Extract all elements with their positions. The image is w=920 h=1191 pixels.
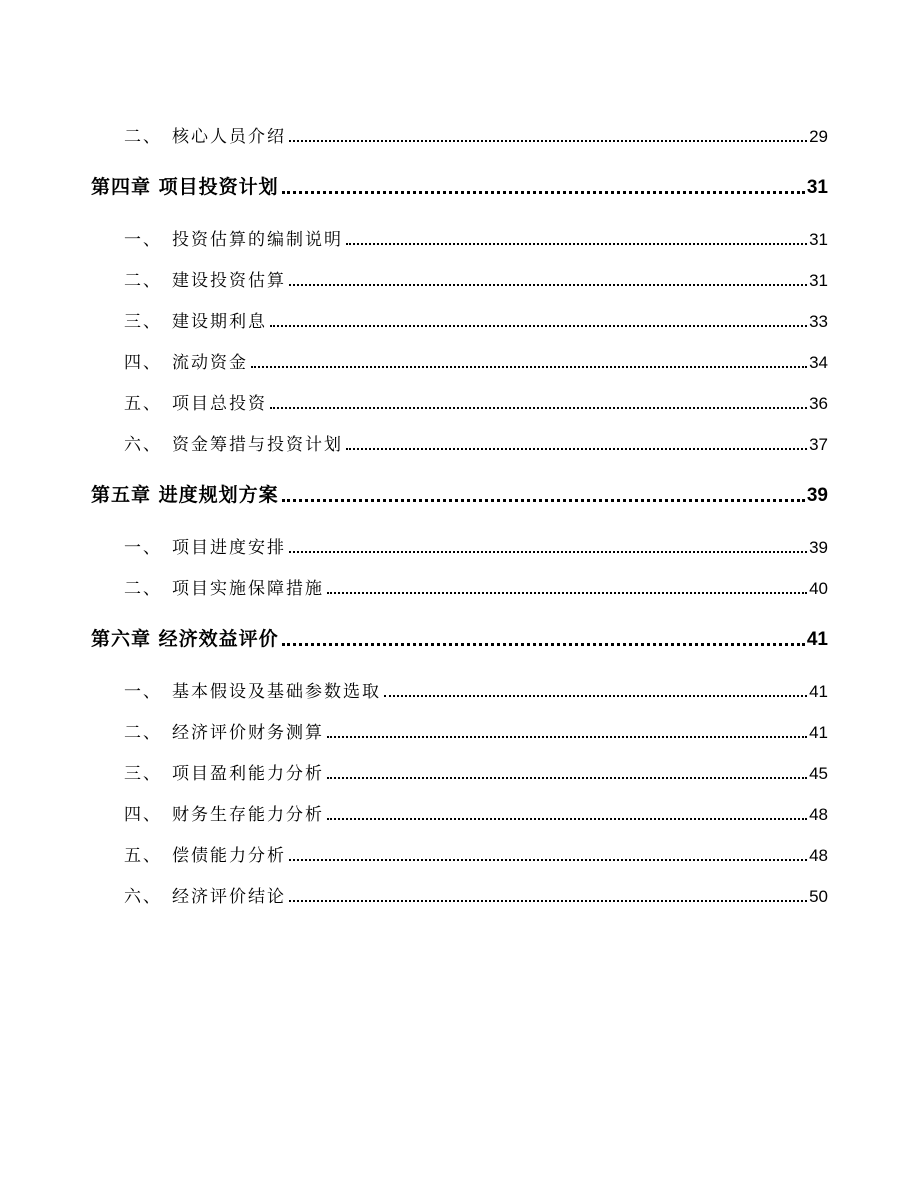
entry-number: 一、: [124, 538, 162, 558]
dot-leader: [282, 499, 805, 502]
dot-leader: [346, 448, 807, 450]
entry-number: 二、: [124, 579, 162, 599]
toc-entry[interactable]: [124, 882, 828, 907]
entry-number: 四、: [124, 805, 162, 825]
dot-leader: [289, 859, 807, 861]
entry-title: 项目盈利能力分析: [172, 764, 324, 784]
dot-leader: [327, 592, 807, 594]
dot-leader: [282, 191, 805, 194]
dot-leader: [270, 407, 807, 409]
toc-chapter-entry[interactable]: [91, 172, 828, 199]
dot-leader: [289, 900, 807, 902]
entry-title: 核心人员介绍: [172, 127, 286, 147]
page-number: 39: [806, 485, 828, 506]
toc-entry[interactable]: [124, 307, 828, 332]
dot-leader: [282, 643, 805, 646]
toc-entry[interactable]: [124, 841, 828, 866]
toc-entry[interactable]: [124, 800, 828, 825]
entry-title: 项目进度安排: [172, 538, 286, 558]
dot-leader: [289, 551, 807, 553]
chapter-title: 第六章 经济效益评价: [91, 628, 279, 650]
toc-entry[interactable]: [124, 225, 828, 250]
page-number: 40: [809, 579, 828, 598]
toc-entry[interactable]: [124, 574, 828, 599]
toc-entry[interactable]: [124, 677, 828, 702]
entry-number: 五、: [124, 394, 162, 414]
dot-leader: [327, 736, 807, 738]
toc-entry[interactable]: [124, 718, 828, 743]
entry-number: 二、: [124, 723, 162, 743]
toc-entry[interactable]: [124, 533, 828, 558]
entry-title: 基本假设及基础参数选取: [172, 682, 381, 702]
page-number: 45: [809, 764, 828, 783]
entry-title: 偿债能力分析: [172, 846, 286, 866]
entry-title: 建设期利息: [172, 312, 267, 332]
toc-entry[interactable]: [124, 430, 828, 455]
page-number: 37: [809, 435, 828, 454]
entry-number: 一、: [124, 230, 162, 250]
chapter-title: 第四章 项目投资计划: [91, 176, 279, 198]
page-number: 31: [809, 271, 828, 290]
toc-entry[interactable]: [124, 389, 828, 414]
entry-number: 三、: [124, 312, 162, 332]
entry-number: 一、: [124, 682, 162, 702]
page-number: 29: [809, 127, 828, 146]
page-number: 41: [809, 682, 828, 701]
dot-leader: [327, 777, 807, 779]
entry-number: 三、: [124, 764, 162, 784]
entry-number: 二、: [124, 271, 162, 291]
page-number: 48: [809, 805, 828, 824]
entry-number: 六、: [124, 435, 162, 455]
entry-title: 财务生存能力分析: [172, 805, 324, 825]
page-number: 31: [806, 177, 828, 198]
page-number: 41: [806, 629, 828, 650]
dot-leader: [384, 695, 807, 697]
entry-number: 二、: [124, 127, 162, 147]
page-number: 41: [809, 723, 828, 742]
entry-title: 经济评价财务测算: [172, 723, 324, 743]
entry-number: 四、: [124, 353, 162, 373]
toc-entry[interactable]: [124, 266, 828, 291]
dot-leader: [327, 818, 807, 820]
page-number: 39: [809, 538, 828, 557]
entry-number: 五、: [124, 846, 162, 866]
entry-number: 六、: [124, 887, 162, 907]
entry-title: 项目实施保障措施: [172, 579, 324, 599]
entry-title: 建设投资估算: [172, 271, 286, 291]
dot-leader: [251, 366, 807, 368]
page-number: 36: [809, 394, 828, 413]
dot-leader: [346, 243, 807, 245]
entry-title: 资金筹措与投资计划: [172, 435, 343, 455]
toc-entry[interactable]: [124, 759, 828, 784]
entry-title: 流动资金: [172, 353, 248, 373]
entry-title: 项目总投资: [172, 394, 267, 414]
page-number: 31: [809, 230, 828, 249]
dot-leader: [289, 284, 807, 286]
toc-entry[interactable]: [124, 348, 828, 373]
page-number: 48: [809, 846, 828, 865]
toc-chapter-entry[interactable]: [91, 624, 828, 651]
toc-entry[interactable]: [124, 122, 828, 147]
entry-title: 经济评价结论: [172, 887, 286, 907]
dot-leader: [270, 325, 807, 327]
chapter-title: 第五章 进度规划方案: [91, 484, 279, 506]
page-number: 50: [809, 887, 828, 906]
toc-chapter-entry[interactable]: [91, 480, 828, 507]
page-number: 33: [809, 312, 828, 331]
page-number: 34: [809, 353, 828, 372]
entry-title: 投资估算的编制说明: [172, 230, 343, 250]
dot-leader: [289, 140, 807, 142]
